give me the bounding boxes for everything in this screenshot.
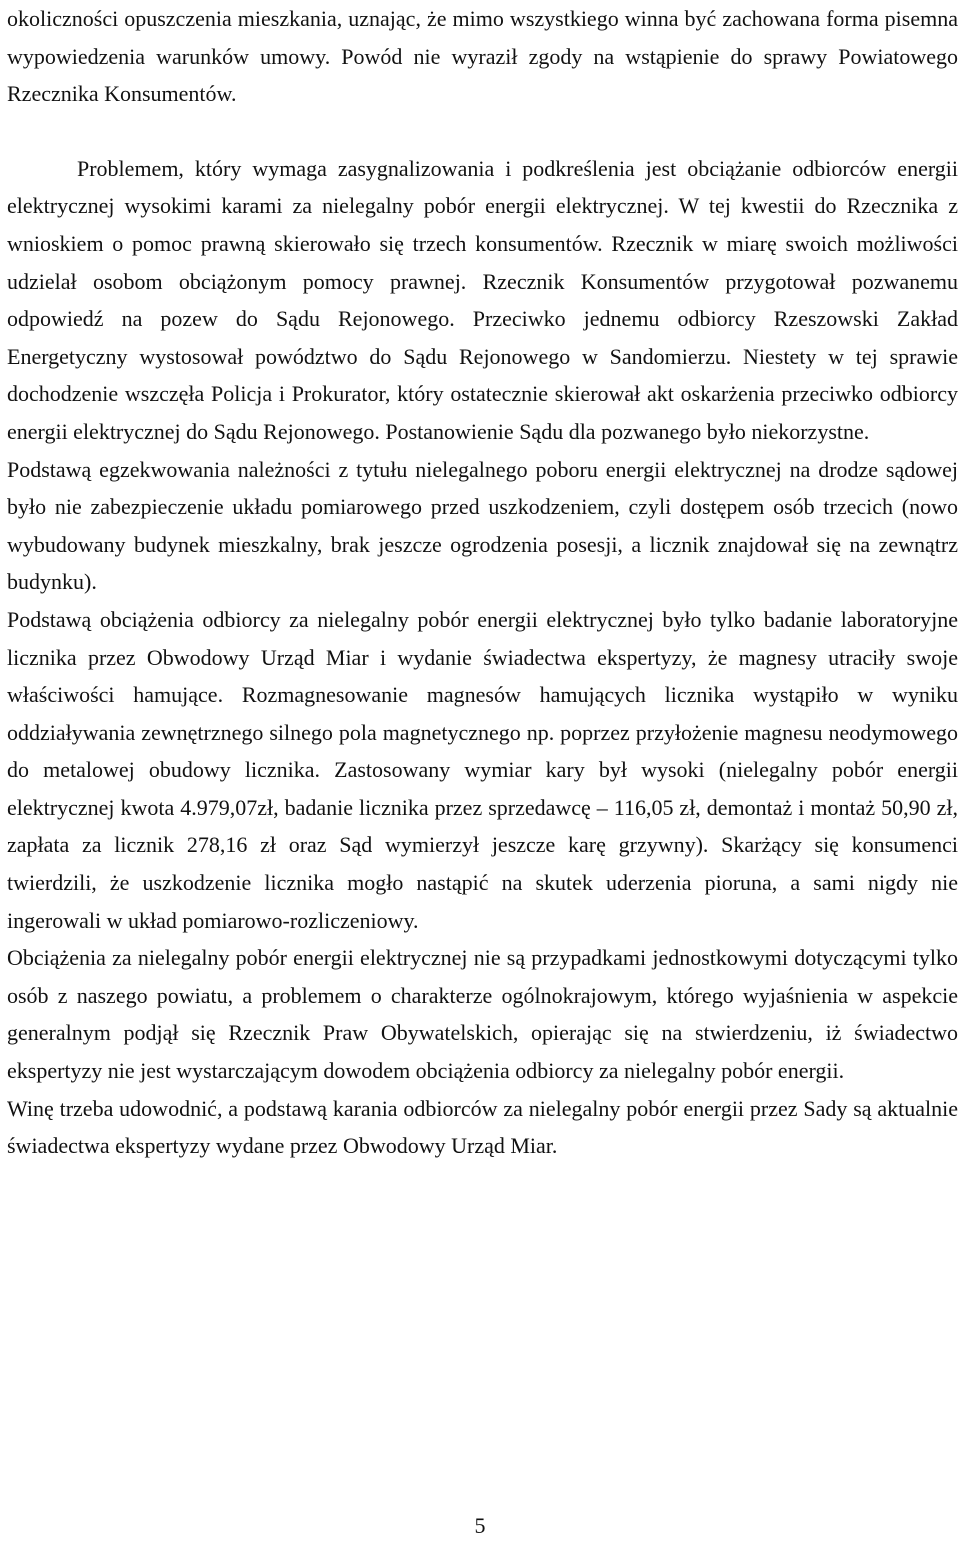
page-number: 5 xyxy=(474,1513,486,1538)
paragraph-nationwide-problem: Obciążenia za nielegalny pobór energii elektrycznej nie są przypadkami jednostkowymi dotyczącymi tylko osób z naszego powiatu, a problemem o charakterze ogólnokrajowym, którego wyjaśnienia w aspekcie generalnym podjął się Rzecznik Praw Obywatelskich, opierając się na stwierdzeniu, iż świadectwo ekspertyzy nie jest wystarczającym dowodem obciążenia odbiorcy za nielegalny pobór energii. xyxy=(7,945,958,1084)
paragraph-energy-penalties: Problemem, który wymaga zasygnalizowania i podkreślenia jest obciążanie odbiorców energii elektrycznej wysokimi karami za nielegalny pobór energii elektrycznej. W tej kwestii do Rzecznika z wnioskiem o pomoc prawną skierowało się trzech konsumentów. Rzecznik w miarę swoich możliwości udzielał osobom obciążonym pomocy prawnej. Rzecznik Konsumentów przygotował pozwanemu odpowiedź na pozew do Sądu Rejonowego. Przeciwko jednemu odbiorcy Rzeszowski Zakład Energetyczny wystosował powództwo do Sądu Rejonowego w Sandomierzu. Niestety w tej sprawie dochodzenie wszczęła Policja i Prokurator, który ostatecznie skierował akt oskarżenia przeciwko odbiorcy energii elektrycznej do Sądu Rejonowego. Postanowienie Sądu dla pozwanego było niekorzystne. xyxy=(7,155,958,444)
paragraph-charge-basis: Podstawą obciążenia odbiorcy za nielegalny pobór energii elektrycznej było tylko badanie laboratoryjne licznika przez Obwodowy Urząd Miar i wydanie świadectwa ekspertyzy, że magnesy utraciły swoje właściwości hamujące. Rozmagnesowanie magnesów hamujących licznika wystąpiło w wyniku oddziaływania zewnętrznego silnego pola magnetycznego np. poprzez przyłożenie magnesu neodymowego do metalowej obudowy licznika. Zastosowany wymiar kary był wysoki (nielegalny pobór energii elektrycznej kwota 4.979,07zł, badanie licznika przez sprzedawcę – 116,05 zł, demontaż i montaż 50,90 zł, zapłata za licznik 278,16 zł oraz Sąd wymierzył jeszcze karę grzywny). Skarżący się konsumenci twierdzili, że uszkodzenie licznika mogło nastąpić na skutek uderzenia pioruna, a sami nigdy nie ingerowali w układ pomiarowo-rozliczeniowy. xyxy=(7,606,958,933)
paragraph-proof-of-guilt: Winę trzeba udowodnić, a podstawą karania odbiorców za nielegalny pobór energii przez Sady są aktualnie świadectwa ekspertyzy wydane przez Obwodowy Urząd Miar. xyxy=(7,1095,958,1159)
document-page xyxy=(7,0,958,1165)
paragraph-consumer-case: okoliczności opuszczenia mieszkania, uznając, że mimo wszystkiego winna być zachowana forma pisemna wypowiedzenia warunków umowy. Powód nie wyraził zgody na wstąpienie do sprawy Powiatowego Rzecznika Konsumentów. xyxy=(7,6,958,107)
paragraph-enforcement-basis: Podstawą egzekwowania należności z tytułu nielegalnego poboru energii elektrycznej na drodze sądowej było nie zabezpieczenie układu pomiarowego przed uszkodzeniem, czyli dostępem osób trzecich (nowo wybudowany budynek mieszkalny, brak jeszcze ogrodzenia posesji, a licznik znajdował się na zewnątrz budynku). xyxy=(7,456,958,595)
